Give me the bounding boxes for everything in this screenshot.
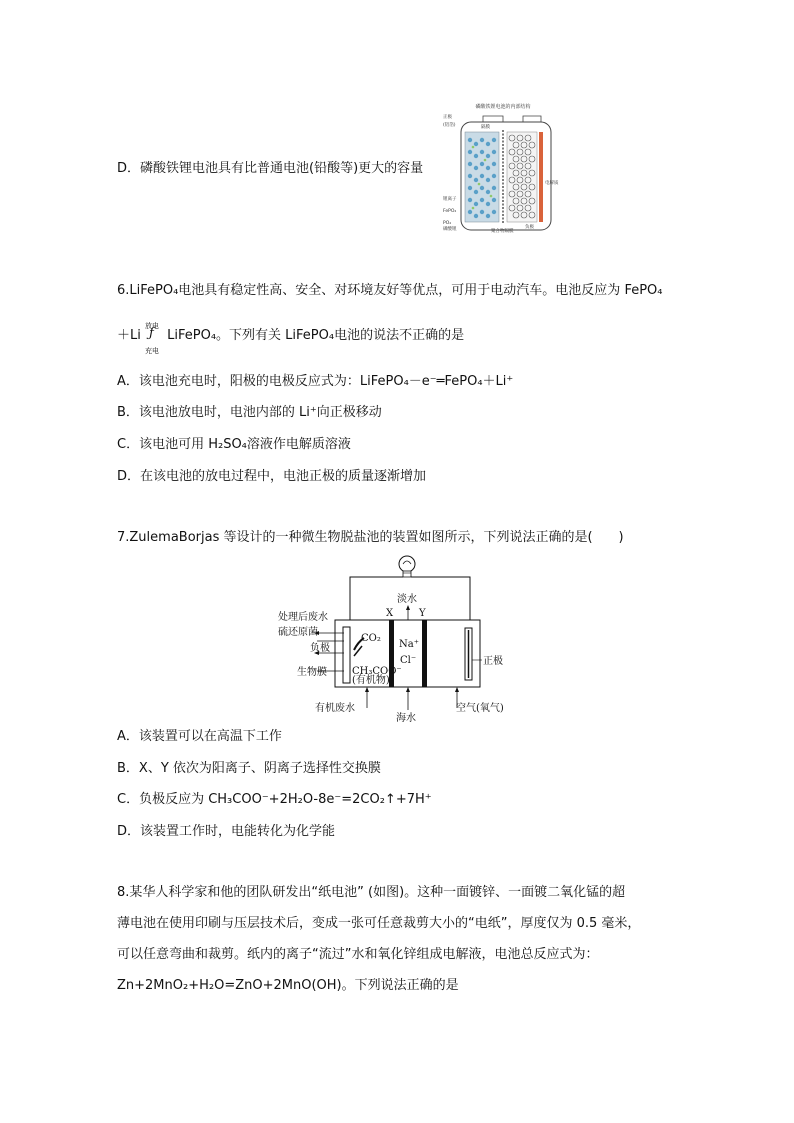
fig2-label-x: X [386,608,394,619]
q7-option-c: C．负极反应为 CH₃COO⁻+2H₂O-8e⁻=2CO₂↑+7H⁺ [117,792,432,807]
q8-line1: 8.某华人科学家和他的团队研发出“纸电池” (如图)。这种一面镀锌、一面镀二氧化锰的超 [117,885,626,900]
q7-option-a: A．该装置可以在高温下工作 [117,729,282,744]
equilibrium-arrow-icon: ƒ [149,326,154,341]
q6-stem-suffix: LiFePO₄。下列有关 LiFePO₄电池的说法不正确的是 [167,328,465,343]
q6-arrow-discharge: 放电 [145,322,159,330]
lifepo4-battery-structure-figure [443,100,563,240]
fig1-label-li-ion: 锂离子 [443,197,457,202]
fig2-label-negative: 负极 [310,643,330,654]
microbial-desalination-cell-figure [272,550,522,725]
q5-option-d: D．磷酸铁锂电池具有比普通电池(铅酸等)更大的容量 [117,161,424,176]
fig2-label-waste: 有机废水 [315,703,355,714]
fig1-label-separator: 隔膜 [481,125,490,130]
fig2-label-organic: (有机物) [352,675,390,686]
q6-stem-line2 [117,322,465,355]
q6-stem-line1: 6.LiFePO₄电池具有稳定性高、安全、对环境友好等优点，可用于电动汽车。电池反应为 FePO₄ [117,283,663,298]
q6-option-d: D．在该电池的放电过程中，电池正极的质量逐渐增加 [117,469,427,484]
fig2-label-seawater: 海水 [396,713,416,724]
fig2-label-cl: Cl⁻ [400,655,417,666]
fig1-label-electrolyte: 电解质 [545,181,559,186]
q6-option-c: C．该电池可用 H₂SO₄溶液作电解质溶液 [117,437,351,452]
q6-option-b: B．该电池放电时，电池内部的 Li⁺向正极移动 [117,405,382,420]
q8-line4: Zn+2MnO₂+H₂O=ZnO+2MnO(OH)。下列说法正确的是 [117,978,459,993]
q6-option-a: A．该电池充电时，阳极的电极反应式为：LiFePO₄－e⁻═FePO₄＋Li⁺ [117,374,514,389]
fig1-label-po4: PO₄ [443,221,452,226]
q7-option-d: D．该装置工作时，电能转化为化学能 [117,824,336,839]
q7-stem: 7.ZulemaBorjas 等设计的一种微生物脱盐池的装置如图所示，下列说法正确的是( ) [117,530,624,545]
fig1-label-polymer: 聚合物隔膜 [491,229,514,234]
q8-line3: 可以任意弯曲和裁剪。纸内的离子“流过”水和氧化锌组成电解液，电池总反应式为： [117,947,599,962]
q6-stem-prefix: ＋Li [117,328,141,343]
fig2-label-positive: 正极 [483,656,503,667]
membrane-y [422,620,427,687]
fig2-label-acetate: CH₃COO⁻ [352,666,402,677]
fig2-label-na: Na⁺ [399,639,419,650]
q6-arrow-charge: 充电 [145,347,159,355]
fig1-label-foil: (铝箔) [443,123,456,128]
fig2-label-biofilm: 生物膜 [297,667,327,678]
fig2-label-treated-water: 处理后废水 [278,612,328,623]
fig1-title: 磷酸铁锂电池的内部结构 [475,104,531,110]
fig2-label-bacteria: 硫还原菌 [278,627,318,638]
fig2-label-air: 空气(氧气) [456,703,504,714]
fig1-label-li3po4: 磷酸锂 [443,227,457,232]
fig2-label-co2: CO₂ [361,633,381,644]
fig2-label-fresh-water: 淡水 [397,594,417,605]
q7-option-b: B．X、Y 依次为阳离子、阴离子选择性交换膜 [117,761,381,776]
fig2-label-y: Y [419,608,426,619]
fig1-label-positive: 正极 [443,115,452,120]
q6-reaction-arrow [145,322,163,355]
q8-line2: 薄电池在使用印刷与压层技术后，变成一张可任意裁剪大小的“电纸”，厚度仅为 0.5 毫米， [117,916,641,931]
fig1-label-negative: 负极 [525,225,534,230]
bulb-icon [399,556,415,577]
fig1-label-fepo4: FePO₄ [443,209,457,214]
